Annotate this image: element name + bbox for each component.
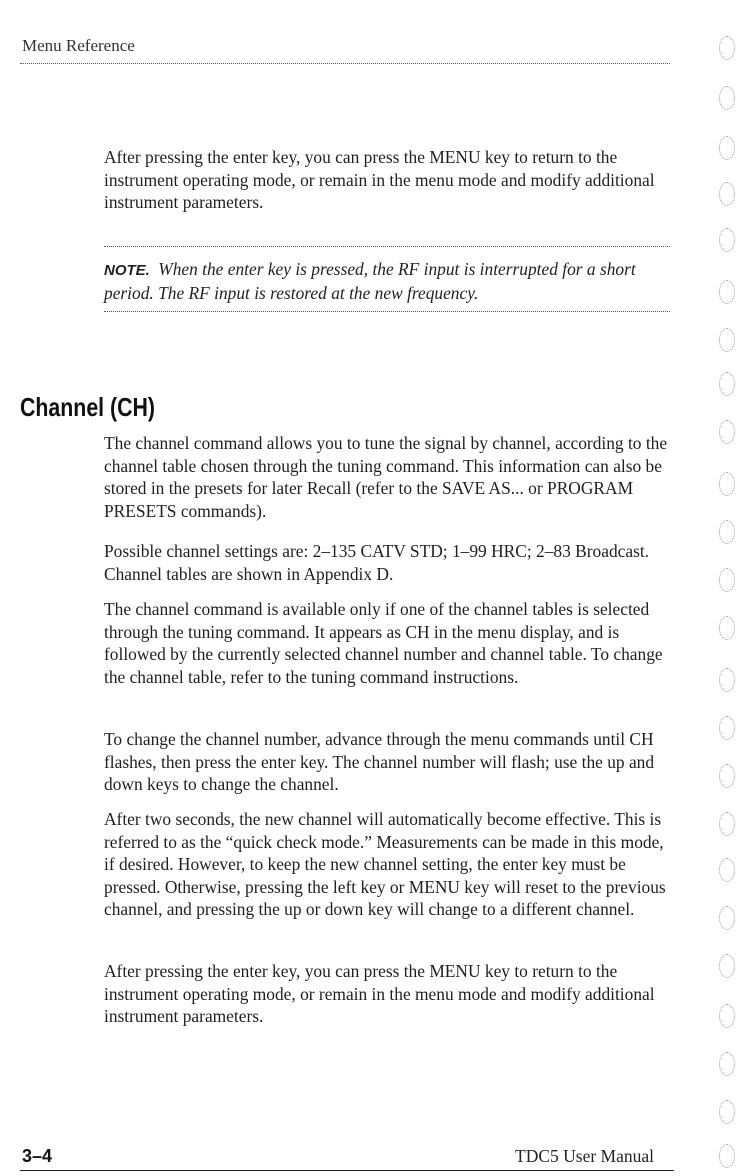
body-paragraph: After two seconds, the new channel will automatically become effective. This is referred to as the “quick check mode.” Measurements can be made in this mode, if desired. However, to keep the new channel setting, the enter key must be pressed. Otherwise, pressing the left key or MENU key will reset to the previous channel, and pressing the up or down key will change to a different channel. — [104, 809, 666, 920]
manual-name: TDC5 User Manual — [515, 1146, 655, 1166]
binder-hole — [719, 372, 735, 396]
binder-hole — [719, 472, 735, 496]
binder-hole — [719, 228, 735, 252]
binder-hole — [719, 858, 735, 882]
footer-rule — [20, 1170, 674, 1171]
body-paragraph: The channel command allows you to tune the signal by channel, according to the channel table chosen through the tuning command. This information can also be stored in the presets for later Recall (refer to the SAVE AS... or PROGRAM PRESETS commands). — [104, 433, 668, 521]
binder-hole — [719, 616, 735, 640]
binder-hole — [719, 36, 735, 60]
binder-hole — [719, 764, 735, 788]
binder-hole — [719, 716, 735, 740]
binder-hole — [719, 520, 735, 544]
body-paragraph: The channel command is available only if one of the channel tables is selected through the tuning command. It appears as CH in the menu display, and is followed by the currently selected channel number and channel table. To change the channel table, refer to the tuning command instructions. — [104, 599, 663, 687]
header-rule — [20, 63, 670, 64]
page-number: 3–4 — [22, 1146, 53, 1166]
binder-hole — [719, 1100, 735, 1124]
binder-hole — [719, 668, 735, 692]
body-paragraph: After pressing the enter key, you can press the MENU key to return to the instrument operating mode, or remain in the menu mode and modify additional instrument parameters. — [104, 961, 655, 1027]
binder-hole — [719, 812, 735, 836]
binder-holes — [716, 0, 738, 1176]
binder-hole — [719, 1144, 735, 1168]
binder-hole — [719, 568, 735, 592]
binder-hole — [719, 86, 735, 110]
note-box — [104, 246, 670, 312]
section-title: Channel (CH) — [20, 392, 156, 422]
binder-hole — [719, 1004, 735, 1028]
body-paragraph: To change the channel number, advance through the menu commands until CH flashes, then press the enter key. The channel number will flash; use the up and down keys to change the channel. — [104, 729, 655, 795]
note-text: When the enter key is pressed, the RF input is interrupted for a short period. The RF input is restored at the new frequency. — [104, 259, 636, 303]
binder-hole — [719, 954, 735, 978]
binder-hole — [719, 136, 735, 160]
binder-hole — [719, 182, 735, 206]
binder-hole — [719, 328, 735, 352]
running-head: Menu Reference — [22, 36, 135, 55]
note-label: NOTE. — [104, 262, 150, 279]
binder-hole — [719, 420, 735, 444]
binder-hole — [719, 1052, 735, 1076]
binder-hole — [719, 280, 735, 304]
binder-hole — [719, 906, 735, 930]
intro-paragraph: After pressing the enter key, you can press the MENU key to return to the instrument operating mode, or remain in the menu mode and modify additional instrument parameters. — [104, 147, 655, 213]
body-paragraph: Possible channel settings are: 2–135 CATV STD; 1–99 HRC; 2–83 Broadcast. Channel tables are shown in Appendix D. — [104, 541, 650, 584]
